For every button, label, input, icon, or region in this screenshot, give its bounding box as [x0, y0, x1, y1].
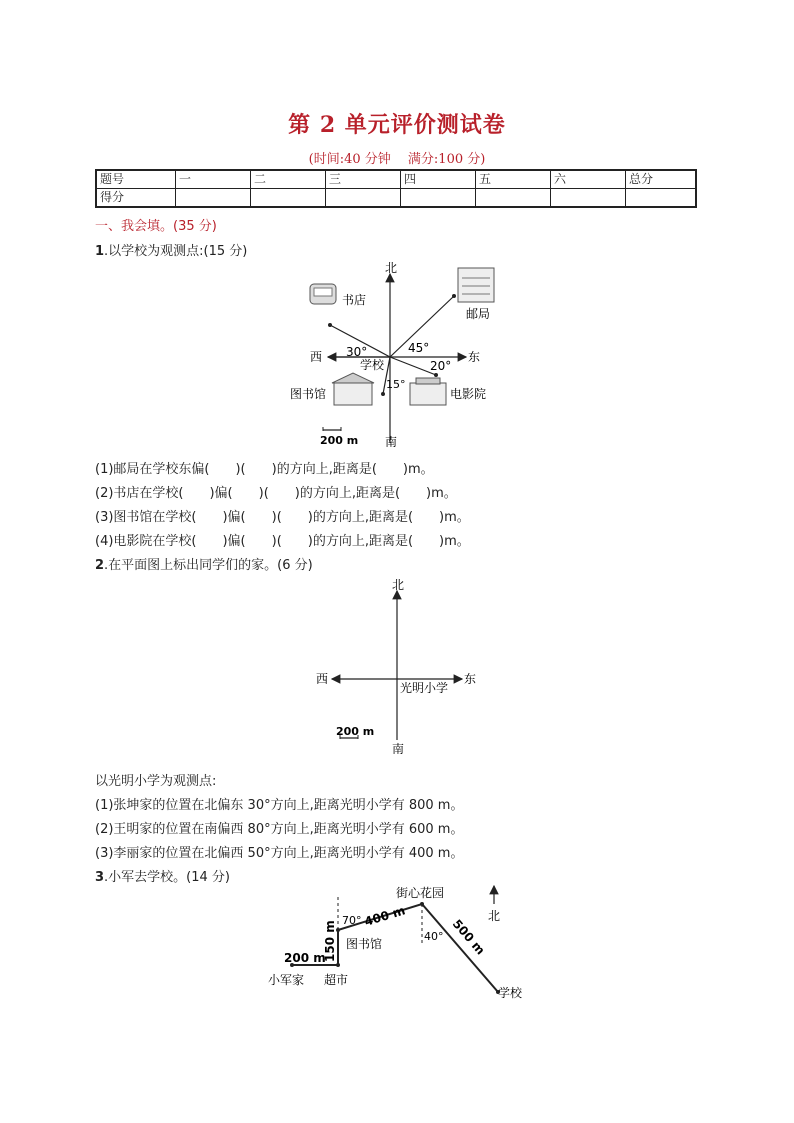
score-input-cell — [251, 189, 326, 208]
question-2-item: (1)张坤家的位置在北偏东 30°方向上,距离光明小学有 800 m。 — [95, 798, 464, 813]
east-label: 东 — [468, 350, 481, 364]
question-number: 1 — [95, 244, 105, 259]
market-label: 超市 — [324, 973, 349, 987]
angle-45-label: 45° — [408, 341, 430, 355]
score-table-header-row — [96, 170, 696, 189]
score-table-score-row — [96, 189, 696, 208]
question-text: .小军去学校。(14 分) — [104, 870, 230, 885]
bookstore-icon — [310, 284, 336, 304]
center-label: 光明小学 — [400, 681, 449, 695]
library-label: 图书馆 — [346, 937, 383, 951]
section-heading: 一、我会填。(35 分) — [95, 219, 217, 234]
angle-70-label: 70° — [342, 914, 362, 927]
garden-label: 街心花园 — [396, 886, 445, 900]
north-label: 北 — [488, 909, 501, 923]
score-input-cell — [176, 189, 251, 208]
east-label: 东 — [464, 672, 477, 686]
compass-diagram-guangming — [310, 575, 485, 760]
question-text: .以学校为观测点:(15 分) — [104, 244, 248, 259]
library-label: 图书馆 — [290, 387, 327, 401]
angle-40-label: 40° — [424, 930, 444, 943]
question-number: 2 — [95, 558, 105, 573]
score-input-cell — [326, 189, 401, 208]
angle-30-label: 30° — [346, 345, 368, 359]
home-label: 小军家 — [268, 973, 305, 987]
page-title: 第 2 单元评价测试卷 — [288, 112, 506, 138]
angle-15-label: 15° — [386, 378, 406, 391]
score-table — [95, 169, 697, 208]
distance-500-label: 500 m — [449, 916, 488, 958]
score-cell: 六 — [551, 170, 626, 189]
west-label: 西 — [310, 350, 323, 364]
compass-diagram-school — [290, 258, 510, 453]
score-cell: 三 — [326, 170, 401, 189]
route-diagram — [262, 882, 542, 1007]
north-label: 北 — [392, 578, 405, 592]
post-office-label: 邮局 — [466, 307, 491, 321]
question-2-item: (2)王明家的位置在南偏西 80°方向上,距离光明小学有 600 m。 — [95, 822, 464, 837]
question-2-item: (3)李丽家的位置在北偏西 50°方向上,距离光明小学有 400 m。 — [95, 846, 464, 861]
south-label: 南 — [385, 435, 398, 449]
question-number: 3 — [95, 870, 105, 885]
cinema-icon — [410, 378, 446, 405]
score-input-cell — [476, 189, 551, 208]
question-1-item: (4)电影院在学校( )偏( )( )的方向上,距离是( )m。 — [95, 534, 470, 549]
distance-400-label: 400 m — [362, 903, 407, 929]
question-2-intro: 以光明小学为观测点: — [95, 774, 217, 789]
post-office-icon — [458, 268, 494, 302]
score-cell: 一 — [176, 170, 251, 189]
score-cell: 得分 — [96, 189, 176, 208]
distance-150-label: 150 m — [323, 920, 337, 962]
score-cell: 总分 — [626, 170, 697, 189]
score-input-cell — [551, 189, 626, 208]
cinema-label: 电影院 — [450, 387, 487, 401]
question-3-stem — [95, 866, 230, 885]
north-label: 北 — [385, 261, 398, 275]
question-1-item: (1)邮局在学校东偏( )( )的方向上,距离是( )m。 — [95, 462, 434, 477]
score-cell: 五 — [476, 170, 551, 189]
library-icon — [332, 373, 374, 405]
south-label: 南 — [392, 742, 405, 756]
question-1-stem — [95, 240, 247, 259]
score-cell: 二 — [251, 170, 326, 189]
question-1-item: (3)图书馆在学校( )偏( )( )的方向上,距离是( )m。 — [95, 510, 470, 525]
score-input-cell — [401, 189, 476, 208]
score-cell: 四 — [401, 170, 476, 189]
scale-label: 200 m — [320, 434, 359, 447]
bookstore-label: 书店 — [342, 293, 367, 307]
distance-200-label: 200 m — [284, 951, 326, 965]
school-label: 学校 — [498, 986, 523, 1000]
scale-label: 200 m — [336, 725, 375, 738]
question-text: .在平面图上标出同学们的家。(6 分) — [104, 558, 313, 573]
question-1-item: (2)书店在学校( )偏( )( )的方向上,距离是( )m。 — [95, 486, 457, 501]
west-label: 西 — [316, 672, 329, 686]
center-label: 学校 — [360, 358, 385, 372]
page-subtitle: (时间:40 分钟 满分:100 分) — [308, 152, 486, 167]
score-input-cell — [626, 189, 697, 208]
angle-20-label: 20° — [430, 359, 452, 373]
score-cell: 题号 — [96, 170, 176, 189]
question-2-stem — [95, 554, 313, 573]
